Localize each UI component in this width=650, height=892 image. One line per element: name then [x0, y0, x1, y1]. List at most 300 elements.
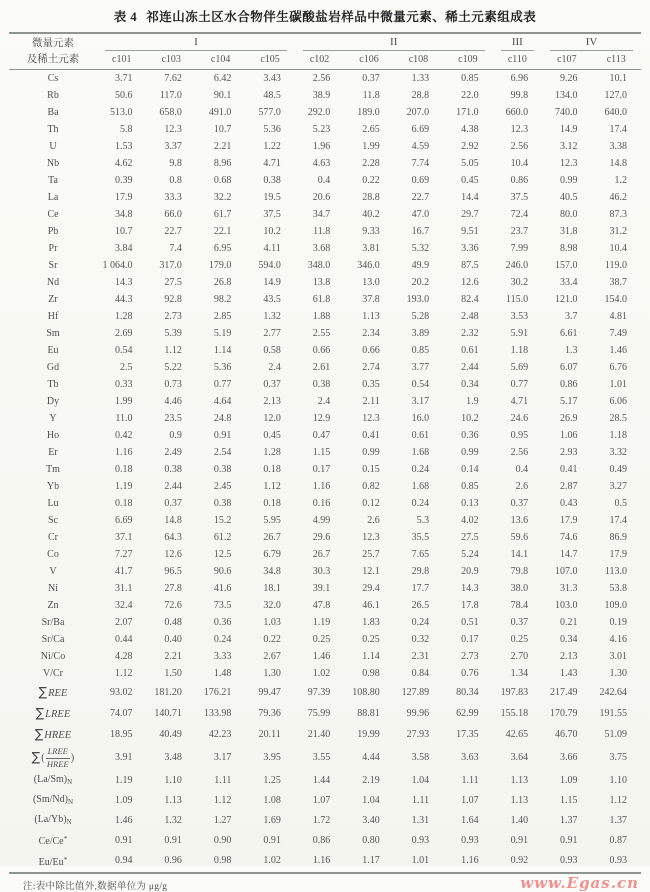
cell: 0.41	[560, 463, 578, 475]
row-label: Cs	[47, 72, 59, 84]
column-group-II: II	[295, 33, 493, 51]
cell: 75.99	[307, 707, 331, 719]
cell: 2.19	[362, 775, 380, 787]
cell: 0.84	[411, 667, 430, 679]
table-row	[9, 87, 641, 104]
cell: 29.8	[411, 565, 430, 577]
cell: 3.01	[609, 650, 627, 662]
row-label: ∑REE	[38, 683, 68, 699]
cell: 6.69	[411, 123, 430, 135]
cell: 0.76	[461, 667, 479, 679]
cell: 12.3	[164, 123, 182, 135]
table-row	[9, 172, 641, 189]
cell: 62.99	[456, 707, 479, 719]
cell: 1.13	[362, 310, 380, 322]
cell: 0.17	[461, 633, 479, 645]
cell: 3.7	[565, 310, 578, 322]
cell: 47.0	[411, 208, 430, 220]
cell: 1.96	[312, 140, 331, 152]
cell: 20.9	[461, 565, 479, 577]
cell: 37.5	[510, 191, 529, 203]
sample-id-c102: c102	[295, 51, 344, 70]
cell: 3.89	[411, 327, 430, 339]
cell: 12.0	[263, 412, 281, 424]
row-label: Ce	[47, 208, 59, 220]
cell: 64.3	[164, 531, 182, 543]
cell: 1.16	[312, 480, 331, 492]
cell: 1.12	[164, 344, 182, 356]
cell: 3.40	[362, 814, 380, 826]
cell: 640.0	[604, 106, 627, 118]
table-row	[9, 597, 641, 614]
row-label: $(La/Sm)_N$	[33, 774, 73, 787]
cell: 1.69	[263, 814, 281, 826]
cell: 1.01	[609, 378, 627, 390]
cell: 1.13	[510, 794, 529, 806]
cell: 2.49	[164, 446, 182, 458]
cell: 31.8	[560, 225, 578, 237]
cell: 14.8	[164, 514, 182, 526]
cell: 14.3	[114, 276, 133, 288]
table-row	[9, 830, 641, 851]
cell: 2.55	[312, 327, 331, 339]
cell: 0.98	[213, 855, 232, 867]
cell: 9.51	[461, 225, 479, 237]
cell: 1.03	[263, 616, 281, 628]
cell: 0.18	[263, 497, 281, 509]
cell: 30.3	[312, 565, 331, 577]
row-label: Lu	[47, 497, 59, 509]
cell: 10.7	[213, 123, 232, 135]
cell: 29.7	[461, 208, 479, 220]
cell: 2.92	[461, 140, 479, 152]
cell: 155.18	[500, 707, 529, 719]
cell: 38.9	[312, 89, 331, 101]
cell: 0.82	[362, 480, 380, 492]
cell: 38.7	[609, 276, 627, 288]
row-label: La	[47, 191, 59, 203]
cell: 34.7	[312, 208, 331, 220]
cell: 0.15	[362, 463, 380, 475]
cell: 1.43	[560, 667, 578, 679]
cell: 2.69	[114, 327, 133, 339]
cell: 7.65	[411, 548, 430, 560]
cell: 3.27	[609, 480, 627, 492]
cell: 34.8	[263, 565, 281, 577]
cell: 4.81	[609, 310, 627, 322]
cell: 157.0	[555, 259, 578, 271]
cell: 8.96	[213, 157, 232, 169]
cell: 107.0	[555, 565, 578, 577]
cell: 0.61	[461, 344, 479, 356]
row-label: Eu	[47, 344, 59, 356]
cell: 134.0	[555, 89, 578, 101]
cell: 0.80	[362, 834, 380, 846]
cell: 2.5	[119, 361, 133, 373]
cell: 41.6	[213, 582, 232, 594]
cell: 109.0	[604, 599, 627, 611]
cell: 42.23	[208, 728, 232, 740]
cell: 1.64	[461, 814, 479, 826]
cell: 154.0	[604, 293, 627, 305]
cell: 3.32	[609, 446, 627, 458]
cell: 0.91	[263, 834, 281, 846]
row-label: V	[49, 565, 57, 577]
cell: 246.0	[505, 259, 529, 271]
cell: 577.0	[258, 106, 281, 118]
cell: 35.5	[411, 531, 430, 543]
cell: 2.34	[362, 327, 380, 339]
cell: 1.13	[510, 775, 529, 787]
cell: 0.38	[312, 378, 331, 390]
cell: 1.46	[114, 814, 133, 826]
table-row	[9, 631, 641, 648]
cell: 1.34	[510, 667, 529, 679]
cell: 3.55	[312, 752, 331, 764]
row-label: Hf	[47, 310, 59, 322]
cell: 98.2	[213, 293, 232, 305]
cell: 78.4	[510, 599, 529, 611]
table-row	[9, 325, 641, 342]
cell: 0.24	[213, 633, 232, 645]
cell: 3.84	[114, 242, 133, 254]
cell: 3.91	[114, 752, 133, 764]
cell: 22.1	[213, 225, 232, 237]
cell: 0.18	[114, 497, 133, 509]
cell: 19.99	[357, 728, 380, 740]
cell: 513.0	[109, 106, 133, 118]
cell: 87.5	[461, 259, 479, 271]
cell: 1.99	[114, 395, 133, 407]
cell: 1.08	[263, 794, 281, 806]
cell: 26.8	[213, 276, 232, 288]
row-label: ∑HREE	[34, 725, 72, 741]
cell: 8.98	[560, 242, 578, 254]
cell: 346.0	[357, 259, 380, 271]
table-row	[9, 478, 641, 495]
table-row	[9, 121, 641, 138]
cell: 0.4	[515, 463, 529, 475]
cell: 22.7	[411, 191, 430, 203]
table-row	[9, 138, 641, 155]
sample-id-c106: c106	[344, 51, 393, 70]
cell: 22.7	[164, 225, 182, 237]
cell: 12.1	[362, 565, 380, 577]
cell: 0.36	[461, 429, 479, 441]
cell: 5.28	[411, 310, 430, 322]
cell: 5.95	[263, 514, 281, 526]
cell: 31.2	[609, 225, 627, 237]
watermark: www.Egas.cn	[520, 873, 639, 892]
cell: 0.24	[411, 616, 430, 628]
cell: 26.7	[312, 548, 331, 560]
cell: 171.0	[456, 106, 479, 118]
cell: 21.40	[307, 728, 331, 740]
cell: 0.47	[312, 429, 331, 441]
cell: 48.5	[263, 89, 281, 101]
cell: 4.46	[164, 395, 182, 407]
cell: 3.58	[411, 752, 430, 764]
table-row	[9, 410, 641, 427]
cell: 2.54	[213, 446, 232, 458]
row-label: Zn	[47, 599, 59, 611]
cell: 12.3	[362, 412, 380, 424]
cell: 0.25	[362, 633, 380, 645]
table-row	[9, 308, 641, 325]
cell: 3.75	[609, 752, 627, 764]
cell: 0.91	[213, 429, 232, 441]
cell: 1.16	[114, 446, 133, 458]
cell: 5.69	[510, 361, 529, 373]
cell: 42.65	[505, 728, 529, 740]
cell: 0.99	[560, 174, 578, 186]
cell: 5.36	[213, 361, 232, 373]
cell: 0.37	[164, 497, 182, 509]
cell: 11.0	[115, 412, 133, 424]
cell: 3.48	[164, 752, 182, 764]
cell: 20.6	[312, 191, 331, 203]
table-row	[9, 512, 641, 529]
cell: 80.34	[456, 686, 479, 698]
cell: 23.5	[164, 412, 182, 424]
table-row	[9, 376, 641, 393]
cell: 7.62	[164, 72, 182, 84]
cell: 1.28	[263, 446, 281, 458]
cell: 0.14	[461, 463, 479, 475]
cell: 50.6	[114, 89, 133, 101]
cell: 179.0	[208, 259, 232, 271]
cell: 2.67	[263, 650, 281, 662]
table-row	[9, 703, 641, 724]
sample-id-c105: c105	[245, 51, 294, 70]
cell: 0.22	[362, 174, 380, 186]
cell: 1.83	[362, 616, 380, 628]
cell: 17.4	[609, 123, 627, 135]
cell: 2.6	[367, 514, 380, 526]
cell: 1.40	[510, 814, 529, 826]
cell: 0.58	[263, 344, 281, 356]
cell: 0.77	[213, 378, 232, 390]
cell: 1.13	[164, 794, 182, 806]
cell: 3.17	[411, 395, 430, 407]
row-label: Ni/Co	[40, 650, 66, 662]
sample-id-c108: c108	[394, 51, 443, 70]
cell: 181.20	[154, 686, 182, 698]
cell: 13.0	[362, 276, 380, 288]
cell: 0.39	[114, 174, 133, 186]
cell: 46.1	[362, 599, 380, 611]
table-row	[9, 257, 641, 274]
cell: 46.70	[555, 728, 578, 740]
cell: 1.12	[213, 794, 232, 806]
cell: 127.89	[401, 686, 430, 698]
cell: 14.4	[461, 191, 479, 203]
sample-id-c101: c101	[97, 51, 146, 70]
cell: 59.6	[510, 531, 529, 543]
cell: 2.56	[312, 72, 331, 84]
cell: 4.44	[362, 752, 380, 764]
cell: 13.8	[312, 276, 331, 288]
cell: 0.16	[312, 497, 331, 509]
cell: 99.96	[406, 707, 430, 719]
table-row	[9, 274, 641, 291]
row-label: Pb	[47, 225, 59, 237]
cell: 43.5	[263, 293, 281, 305]
cell: 0.85	[461, 480, 479, 492]
cell: 1.22	[263, 140, 281, 152]
cell: 28.5	[609, 412, 627, 424]
row-label: Nb	[46, 157, 60, 169]
cell: 2.07	[114, 616, 133, 628]
sample-id-c104: c104	[196, 51, 245, 70]
cell: 66.0	[164, 208, 182, 220]
cell: 27.8	[164, 582, 182, 594]
cell: 0.69	[411, 174, 430, 186]
row-label: Rb	[47, 89, 59, 101]
cell: 4.59	[411, 140, 430, 152]
row-label: Cr	[48, 531, 58, 543]
cell: 49.9	[411, 259, 430, 271]
cell: 5.36	[263, 123, 281, 135]
cell: 1.30	[263, 667, 281, 679]
cell: 25.7	[362, 548, 380, 560]
row-label: Ho	[46, 429, 60, 441]
sample-id-c103: c103	[146, 51, 195, 70]
cell: 12.9	[312, 412, 331, 424]
cell: 348.0	[307, 259, 331, 271]
table-row	[9, 359, 641, 376]
cell: 14.9	[263, 276, 281, 288]
cell: 113.0	[604, 565, 627, 577]
cell: 37.1	[114, 531, 133, 543]
cell: 17.7	[411, 582, 430, 594]
cell: 5.39	[164, 327, 182, 339]
cell: 0.45	[263, 429, 281, 441]
cell: 1.19	[114, 480, 133, 492]
cell: 1.68	[411, 446, 430, 458]
cell: 3.53	[510, 310, 529, 322]
cell: 4.99	[312, 514, 331, 526]
cell: 31.1	[114, 582, 133, 594]
cell: 189.0	[357, 106, 380, 118]
cell: 27.93	[406, 728, 430, 740]
cell: 73.5	[213, 599, 232, 611]
cell: 0.9	[169, 429, 182, 441]
cell: 99.8	[510, 89, 529, 101]
cell: 1.25	[263, 775, 281, 787]
cell: 1.12	[263, 480, 281, 492]
header-group-row	[9, 33, 641, 51]
cell: 5.22	[164, 361, 182, 373]
cell: 1.16	[461, 855, 479, 867]
table-row	[9, 342, 641, 359]
cell: 4.02	[461, 514, 479, 526]
cell: 5.05	[461, 157, 479, 169]
cell: 28.8	[411, 89, 430, 101]
cell: 7.49	[609, 327, 627, 339]
cell: 29.6	[312, 531, 331, 543]
cell: 74.6	[560, 531, 578, 543]
row-label: Er	[48, 446, 58, 458]
row-label: Eu/Eu*	[38, 854, 68, 868]
cell: 33.4	[560, 276, 578, 288]
cell: 12.6	[164, 548, 182, 560]
cell: 0.18	[263, 463, 281, 475]
cell: 22.0	[461, 89, 479, 101]
cell: 0.32	[411, 633, 430, 645]
cell: 2.13	[560, 650, 578, 662]
cell: 4.64	[213, 395, 232, 407]
cell: 12.5	[213, 548, 232, 560]
cell: 32.0	[263, 599, 281, 611]
cell: 191.55	[599, 707, 627, 719]
cell: 0.91	[560, 834, 578, 846]
cell: 1.37	[560, 814, 578, 826]
table-row	[9, 563, 641, 580]
cell: 1.11	[461, 775, 479, 787]
cell: 90.6	[213, 565, 232, 577]
cell: 121.0	[555, 293, 578, 305]
cell: 7.27	[114, 548, 133, 560]
row-label: Pr	[48, 242, 58, 254]
cell: 72.6	[164, 599, 182, 611]
cell: 0.95	[510, 429, 529, 441]
cell: 2.31	[411, 650, 430, 662]
cell: 14.3	[461, 582, 479, 594]
cell: 74.07	[109, 707, 133, 719]
sample-id-c113: c113	[592, 51, 641, 70]
cell: 19.5	[263, 191, 281, 203]
cell: 1 064.0	[102, 259, 133, 271]
cell: 0.24	[411, 497, 430, 509]
cell: 97.39	[307, 686, 331, 698]
cell: 0.34	[461, 378, 479, 390]
cell: 103.0	[555, 599, 578, 611]
cell: 0.37	[510, 497, 529, 509]
cell: 0.48	[164, 616, 182, 628]
cell: 0.91	[510, 834, 529, 846]
table-row	[9, 665, 641, 682]
cell: 0.18	[114, 463, 133, 475]
cell: 9.8	[169, 157, 182, 169]
table-row	[9, 206, 641, 223]
table-row	[9, 580, 641, 597]
table-row	[9, 724, 641, 745]
cell: 7.74	[411, 157, 430, 169]
cell: 317.0	[159, 259, 182, 271]
table-row	[9, 189, 641, 206]
cell: 0.66	[362, 344, 380, 356]
cell: 5.3	[416, 514, 430, 526]
cell: 0.54	[411, 378, 430, 390]
cell: 2.56	[510, 140, 529, 152]
row-header-title: 微量元素 及稀土元素	[9, 33, 97, 70]
cell: 1.07	[312, 794, 331, 806]
cell: 1.32	[263, 310, 281, 322]
cell: 1.68	[411, 480, 430, 492]
cell: 14.7	[560, 548, 578, 560]
table-row	[9, 461, 641, 478]
cell: 0.85	[411, 344, 430, 356]
cell: 2.61	[312, 361, 331, 373]
cell: 99.47	[258, 686, 281, 698]
cell: 0.93	[560, 855, 578, 867]
cell: 0.37	[362, 72, 380, 84]
cell: 1.18	[510, 344, 529, 356]
cell: 3.68	[312, 242, 331, 254]
cell: 13.6	[510, 514, 529, 526]
cell: 4.11	[263, 242, 281, 254]
